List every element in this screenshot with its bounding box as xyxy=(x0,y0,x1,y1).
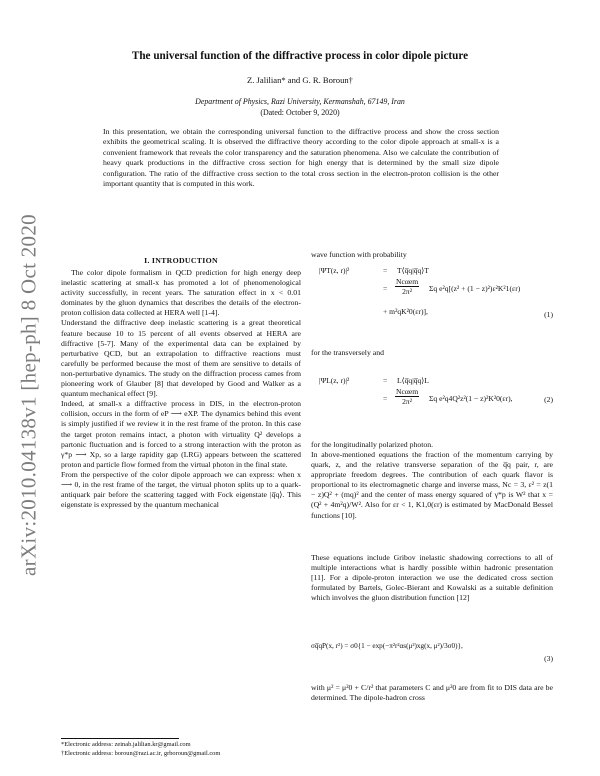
fraction-numerator: Ncαem xyxy=(396,387,419,396)
abstract: In this presentation, we obtain the corresponding universal function to the diffractive process and show the cross section exhibits the geometrical scaling. It is observed the diffractive theory according to the color dipole approach at small-x is a convenient framework that reveals the color transparency and the saturation phenomena. Also we calculate the contribution of heavy quark productions in the diffractive cross section for high energy that is determined by the small size dipole configuration. The ratio of the diffractive cross section to the total cross section in the electron-proton collision is the other important quantity that is computed in this work. xyxy=(103,127,499,189)
authors: Z. Jalilian* and G. R. Boroun† xyxy=(247,75,353,85)
footnotes xyxy=(61,741,301,758)
right-paragraph: for the transversely and xyxy=(311,348,384,357)
equation-number: (2) xyxy=(544,395,553,404)
fraction-denominator: 2π² xyxy=(402,287,413,296)
equation-term: Σq e²q4Q²z²(1 − z)²K²0(εr), xyxy=(429,394,513,403)
date-line: (Dated: October 9, 2020) xyxy=(260,108,340,117)
arxiv-identifier[interactable]: arXiv:2010.04138v1 [hep-ph] 8 Oct 2020 xyxy=(16,214,41,576)
equation-2-number-row xyxy=(311,395,553,407)
fraction-numerator: Ncαem xyxy=(396,277,419,286)
footnote: †Electronic address: boroun@razi.ac.ir, grboroun@gmail.com xyxy=(61,749,221,757)
equation-term: + m²qK²0(εr)], xyxy=(383,307,428,316)
right-paragraph: In above-mentioned equations the fraction of the momentum carrying by quark, z, and the relative transverse separation of the q̅q pair, r, are appropriate freedom degrees. The contribution of each quark flavor is proportional to its electromagnetic charge and inverse mass, Nc = 3, ε² = z(1 − z)Q² + (mq)² and the center of mass energy squared of γ*p is W² that x = (Q² + 4m²q)/W². Also for εr < 1, K1,0(εr) is estimated by MacDonald Bessel functions [10]. xyxy=(311,450,553,520)
paper-title: The universal function of the diffractive process in color dipole picture xyxy=(131,50,469,62)
equation-term: T⟨q̅q|q̅q⟩T xyxy=(397,266,429,275)
left-column xyxy=(61,268,301,510)
right-paragraph: for the longitudinally polarized photon. xyxy=(311,440,434,449)
right-paragraph: with μ² = μ²0 + C/r² that parameters C and μ²0 are from fit to DIS data are be determined. The dipole-hadron cross xyxy=(311,683,553,703)
section-heading: I. INTRODUCTION xyxy=(144,256,218,265)
fraction-denominator: 2π² xyxy=(402,397,413,406)
right-paragraph: wave function with probability xyxy=(311,250,407,259)
equation-term: Σq e²q[(z² + (1 − z)²)ε²K²1(εr) xyxy=(429,284,521,293)
arxiv-stamp xyxy=(14,175,44,615)
paragraph: Indeed, at small-x a diffractive process in DIS, in the electron-proton collision, occurs in the form of eP ⟶ eXP. The dynamics behind this event is simply justified if we review it in the rest frame of the proton. In this case the target proton remains intact, a photon with virtuality Q² develops a partonic fluctuation and is forced to a strong interaction with the proton as γ*p ⟶ Xp, so a large rapidity gap (LRG) appears between the scattered proton and particle flow formed from the virtual photon in the final state. xyxy=(61,399,301,469)
paragraph: Understand the diffractive deep inelastic scattering is a great theoretical feature because 10 to 15 percent of all events observed at HERA are diffractive [5-7]. Many of the experimental data can be explained by perturbative QCD, but an extrapolation to diffractive reactions must carefully be performed because the most of them are sensitive to details of non-perturbative dynamics. The study on the diffraction process cames from pioneering work of Glauber [8] that developed by Good and Walker as a quantum mechanical effect [9]. xyxy=(61,318,301,399)
paragraph: From the perspective of the color dipole approach we can express: when x ⟶ 0, in the rest frame of the target, the virtual photon splits up to a quark-antiquark pair before the scattering tagged with Fock eigenstate |q̅q⟩. This eigenstate is expressed by the quantum mechanical xyxy=(61,469,301,510)
equation-3 xyxy=(311,630,553,666)
right-paragraph: These equations include Gribov inelastic shadowing corrections to all of multiple interactions what is hardly possible within hadronic presentation [11]. For a dipole-proton interaction we use the dedicated cross section formulated by Bartels, Golec-Bierant and Kowalski as a suitable definition which involves the gluon distribution function [12] xyxy=(311,553,553,603)
paragraph: The color dipole formalism in QCD prediction for high energy deep inelastic scattering at small-x has promoted a lot of phenomenological activity successfully, in recent years. The saturation effect in x < 0.01 dominates by the gluon dynamics that describes the details of the electron-proton collision data collected at HERA well [1-4]. xyxy=(61,268,301,318)
equation-term: σq̅qP(x, r²) = σ0{1 − exp(−π²r²αs(μ²)xg(x, μ²)/3σ0)}, xyxy=(311,642,463,650)
equation-number: (1) xyxy=(544,310,553,319)
equation-lhs: |ΨT(z, r)|² xyxy=(319,266,350,275)
footnote-rule xyxy=(61,738,179,739)
equation-number: (3) xyxy=(544,654,553,663)
footnote: *Electronic address: zeinab.jalilian.kr@gmail.com xyxy=(61,741,191,748)
equation-lhs: |ΨL(z, r)|² xyxy=(319,376,350,385)
equation-1: |ΨT(z, r)|² = T⟨q̅q|q̅q⟩T = $\frac{\text{Ncαem}}{\text{2π²}}$ Σq e²q[(z² + (1 − z)²)ε²K²1(εr) + m²qK²0(εr)], (1) xyxy=(319,266,553,319)
equation-term: L⟨q̅q|q̅q⟩L xyxy=(397,376,429,385)
equation-2: |ΨL(z, r)|² = L⟨q̅q|q̅q⟩L = $\frac{\text{Ncαem}}{\text{2π²}}$ Σq e²q4Q²z²(1 − z)²K²0(εr), xyxy=(319,376,513,406)
affiliation: Department of Physics, Razi University, Kermanshah, 67149, Iran xyxy=(195,97,405,106)
